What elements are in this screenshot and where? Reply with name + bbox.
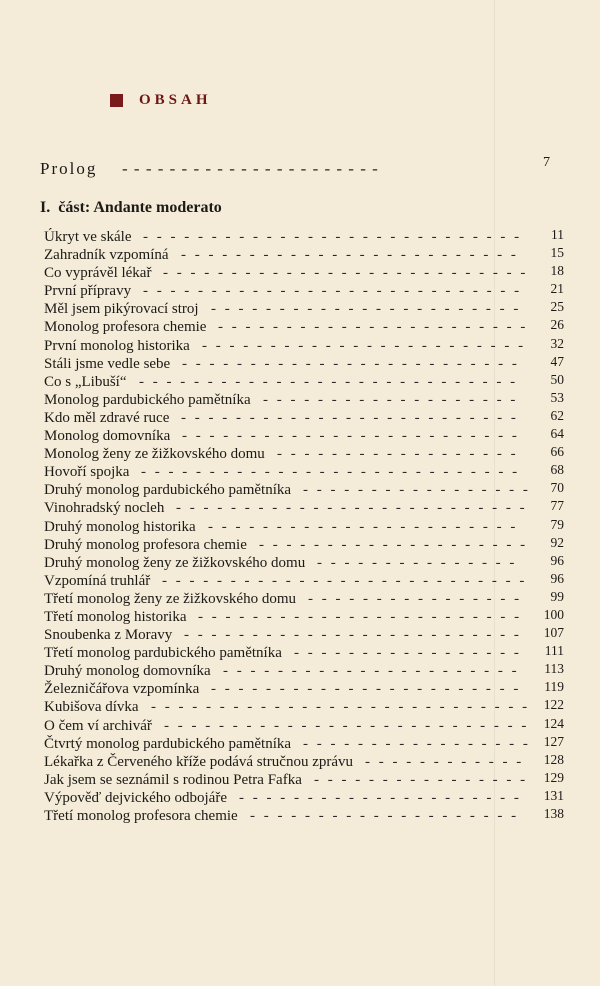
toc-entry	[44, 229, 564, 247]
toc-entry-title: První přípravy	[44, 283, 132, 300]
toc-entry	[44, 265, 564, 283]
toc-entry	[44, 428, 564, 446]
leader-dashes: - - - - - - - - - - - - - - - - - - - - - - - - - - - -	[139, 373, 518, 390]
toc-entry-title: Třetí monolog pardubického pamětníka	[44, 645, 282, 662]
toc-entry-title: Železničářova vzpomínka	[44, 681, 200, 698]
toc-entry	[44, 389, 564, 410]
toc-entry	[44, 371, 564, 392]
toc-entry-page-number: 21	[550, 281, 564, 297]
toc-entry-page-number: 107	[543, 625, 564, 641]
toc-entry-title: Čtvrtý monolog pardubického pamětníka	[44, 735, 292, 752]
toc-entry-title: Druhý monolog pardubického pamětníka	[44, 482, 292, 499]
toc-entry-page-number: 68	[550, 462, 564, 478]
toc-entry	[44, 464, 564, 482]
toc-entry-page-number: 100	[543, 606, 564, 622]
toc-entry-title: Monolog profesora chemie	[44, 319, 207, 336]
toc-entry-title: Jak jsem se seznámil s rodinou Petra Fafka	[44, 771, 302, 788]
toc-entry-page-number: 77	[550, 498, 564, 514]
toc-entry-page-number: 111	[544, 643, 564, 659]
toc-entry-title: Vzpomíná truhlář	[44, 572, 151, 589]
toc-entry	[44, 407, 564, 428]
leader-dashes: - - - - - - - - - - - - - - - - - - - - - - - - - - - -	[141, 464, 520, 481]
leader-dashes: - - - - - - - - - - - - - - - - - - - - - -	[223, 663, 520, 680]
toc-entry	[44, 699, 564, 717]
leader-dashes: - - - - - - - - - - - - - - - - - - - - - - -	[218, 319, 528, 336]
leader-dashes: - - - - - - - - - - - - - - - - - - - -	[250, 808, 519, 824]
toc-entry	[44, 516, 564, 537]
toc-entry-page-number: 26	[550, 317, 564, 333]
toc-entry-title: Úkryt ve skále	[44, 229, 132, 245]
toc-list	[44, 229, 564, 826]
part-number: I.	[40, 199, 51, 216]
toc-entry-page-number: 96	[550, 552, 564, 568]
leader-dashes: - - - - - - - - - - - - - - - - - - - - -	[239, 789, 522, 806]
toc-entry	[44, 335, 564, 356]
toc-entry-title: Monolog ženy ze žižkovského domu	[44, 446, 265, 463]
toc-entry-page-number: 50	[550, 371, 564, 387]
part-title: část: Andante moderato	[58, 199, 222, 216]
leader-dashes: - - - - - - - - - - - - - - - - - - - - - - - - - - - -	[151, 699, 530, 716]
toc-entry-page-number: 66	[550, 444, 564, 460]
leader-dashes: - - - - - - - - - - - - - - - - - - - - - - -	[211, 681, 521, 698]
toc-entry-page-number: 99	[550, 588, 564, 604]
toc-entry-page-number: 92	[550, 534, 564, 550]
toc-entry	[44, 247, 564, 265]
leader-dashes: - - - - - - - - - - - - - - - - - - - - - - - - -	[182, 428, 520, 445]
toc-entry-title: Monolog pardubického pamětníka	[44, 391, 251, 408]
toc-entry-title: Druhý monolog domovníka	[44, 663, 211, 680]
toc-entry-title: Měl jsem pikýrovací stroj	[44, 301, 199, 318]
leader-dashes: - - - - - - - - - - - - - - - - - - - - - -	[122, 159, 379, 178]
toc-entry-page-number: 96	[550, 570, 564, 586]
leader-dashes: - - - - - - - - - - - - - - - - - - - - - - - - -	[184, 627, 522, 644]
toc-entry-title: Co vyprávěl lékař	[44, 265, 152, 282]
toc-entry	[44, 606, 564, 627]
toc-entry-page-number: 131	[543, 787, 564, 803]
toc-entry	[44, 588, 564, 609]
toc-entry-prolog	[40, 157, 550, 181]
toc-entry-page-number: 119	[544, 679, 564, 695]
toc-entry-title: Lékařka z Červeného kříže podává stručnou zprávu	[44, 753, 354, 770]
toc-entry-title: Třetí monolog ženy ze žižkovského domu	[44, 590, 297, 607]
toc-entry-page-number: 127	[543, 733, 564, 749]
toc-entry-page-number: 62	[550, 407, 564, 423]
toc-entry	[44, 751, 564, 772]
toc-entry	[44, 500, 564, 518]
toc-entry-title: Stáli jsme vedle sebe	[44, 355, 171, 372]
toc-entry-title: Kubišova dívka	[44, 699, 139, 716]
toc-entry	[44, 663, 564, 681]
toc-entry-title: První monolog historika	[44, 337, 190, 354]
toc-entry-title: Druhý monolog historika	[44, 518, 196, 535]
toc-entry-title: Výpověď dejvického odbojáře	[44, 789, 227, 806]
toc-entry-page-number: 122	[543, 697, 564, 713]
toc-entry	[44, 319, 564, 337]
leader-dashes: - - - - - - - - - - - - - - - - -	[303, 735, 531, 752]
leader-dashes: - - - - - - - - - - - - - - - - - - - - - - - - - - -	[164, 717, 529, 734]
part-heading	[40, 199, 222, 217]
toc-entry	[44, 715, 564, 736]
toc-entry-title: Druhý monolog ženy ze žižkovského domu	[44, 554, 306, 571]
toc-entry-page-number: 32	[550, 335, 564, 351]
toc-entry	[44, 645, 564, 663]
leader-dashes: - - - - - - - - - - - - - - - - -	[294, 645, 522, 662]
toc-entry-title: Kdo měl zdravé ruce	[44, 409, 170, 426]
leader-dashes: - - - - - - - - - - - - - - - - - - - - - - - - -	[181, 409, 519, 426]
leader-dashes: - - - - - - - - - - - - - - - - - - - - - - - - - - -	[163, 265, 528, 282]
leader-dashes: - - - - - - - - - - - -	[365, 753, 524, 770]
leader-dashes: - - - - - - - - - - - - - - - - - - - -	[259, 536, 528, 553]
toc-entry-title: Snoubenka z Moravy	[44, 627, 173, 644]
toc-entry	[44, 808, 564, 826]
leader-dashes: - - - - - - - - - - - - - - - - - - -	[263, 391, 518, 408]
toc-entry-page-number: 70	[550, 480, 564, 496]
toc-entry-page-number: 53	[550, 389, 564, 405]
toc-entry-page-number: 124	[543, 715, 564, 731]
toc-entry	[44, 283, 564, 301]
leader-dashes: - - - - - - - - - - - - - - - -	[314, 771, 528, 788]
toc-entry-page-number: 129	[543, 769, 564, 785]
leader-dashes: - - - - - - - - - - - - - - - - -	[303, 482, 531, 499]
toc-entry-title: Druhý monolog profesora chemie	[44, 536, 247, 553]
toc-entry	[44, 733, 564, 754]
toc-entry-page-number: 25	[550, 299, 564, 315]
toc-entry-title: Zahradník vzpomíná	[44, 247, 169, 264]
leader-dashes: - - - - - - - - - - - - - - - - - - - - - - - - - - - -	[143, 229, 522, 245]
toc-entry	[44, 301, 564, 319]
leader-dashes: - - - - - - - - - - - - - - - - - - - - - - - - - - - -	[143, 283, 522, 300]
leader-dashes: - - - - - - - - - - - - - - - - - - - - - - -	[211, 301, 521, 318]
toc-entry-title: O čem ví archivář	[44, 717, 152, 734]
toc-entry-title: Hovoří spojka	[44, 464, 130, 481]
toc-entry	[44, 681, 564, 699]
toc-entry-page-number: 138	[543, 806, 564, 821]
toc-entry-title: Monolog domovníka	[44, 428, 171, 445]
toc-entry	[44, 552, 564, 573]
leader-dashes: - - - - - - - - - - - - - - - - - - - - - - - - - -	[176, 500, 528, 517]
toc-entry-title: Třetí monolog historika	[44, 608, 187, 625]
square-bullet-icon	[110, 94, 123, 107]
toc-entry	[44, 627, 564, 645]
leader-dashes: - - - - - - - - - - - - - - - - - - - - - - -	[208, 518, 518, 535]
toc-entry-page-number: 11	[551, 227, 564, 242]
toc-entry	[44, 446, 564, 464]
toc-entry	[44, 534, 564, 555]
toc-entry-title: Vinohradský nocleh	[44, 500, 165, 517]
toc-entry-page-number: 79	[550, 516, 564, 532]
toc-entry-page-number: 47	[550, 353, 564, 369]
toc-entry-title: Třetí monolog profesora chemie	[44, 808, 238, 824]
prolog-page-number: 7	[543, 155, 550, 170]
contents-title: OBSAH	[139, 92, 212, 108]
toc-entry	[44, 787, 564, 808]
toc-entry-title: Co s „Libuší“	[44, 373, 127, 390]
toc-entry-page-number: 128	[543, 751, 564, 767]
contents-heading	[110, 92, 212, 109]
toc-entry	[44, 482, 564, 500]
leader-dashes: - - - - - - - - - - - - - - - - - - - - - - - -	[202, 337, 526, 354]
toc-entry-page-number: 18	[550, 263, 564, 279]
leader-dashes: - - - - - - - - - - - - - - - - - -	[277, 446, 519, 463]
toc-entry	[44, 570, 564, 591]
toc-entry-page-number: 64	[550, 426, 564, 442]
leader-dashes: - - - - - - - - - - - - - - -	[317, 554, 517, 571]
toc-entry	[44, 769, 564, 790]
leader-dashes: - - - - - - - - - - - - - - - - - - - - - - - -	[198, 608, 522, 625]
prolog-label: Prolog	[40, 159, 98, 178]
leader-dashes: - - - - - - - - - - - - - - - - - - - - - - - - -	[182, 355, 520, 372]
toc-entry-page-number: 113	[544, 661, 564, 677]
leader-dashes: - - - - - - - - - - - - - - - -	[308, 590, 522, 607]
toc-entry-page-number: 15	[550, 245, 564, 261]
leader-dashes: - - - - - - - - - - - - - - - - - - - - - - - - -	[181, 247, 519, 264]
toc-entry	[44, 353, 564, 374]
leader-dashes: - - - - - - - - - - - - - - - - - - - - - - - - - - -	[162, 572, 527, 589]
